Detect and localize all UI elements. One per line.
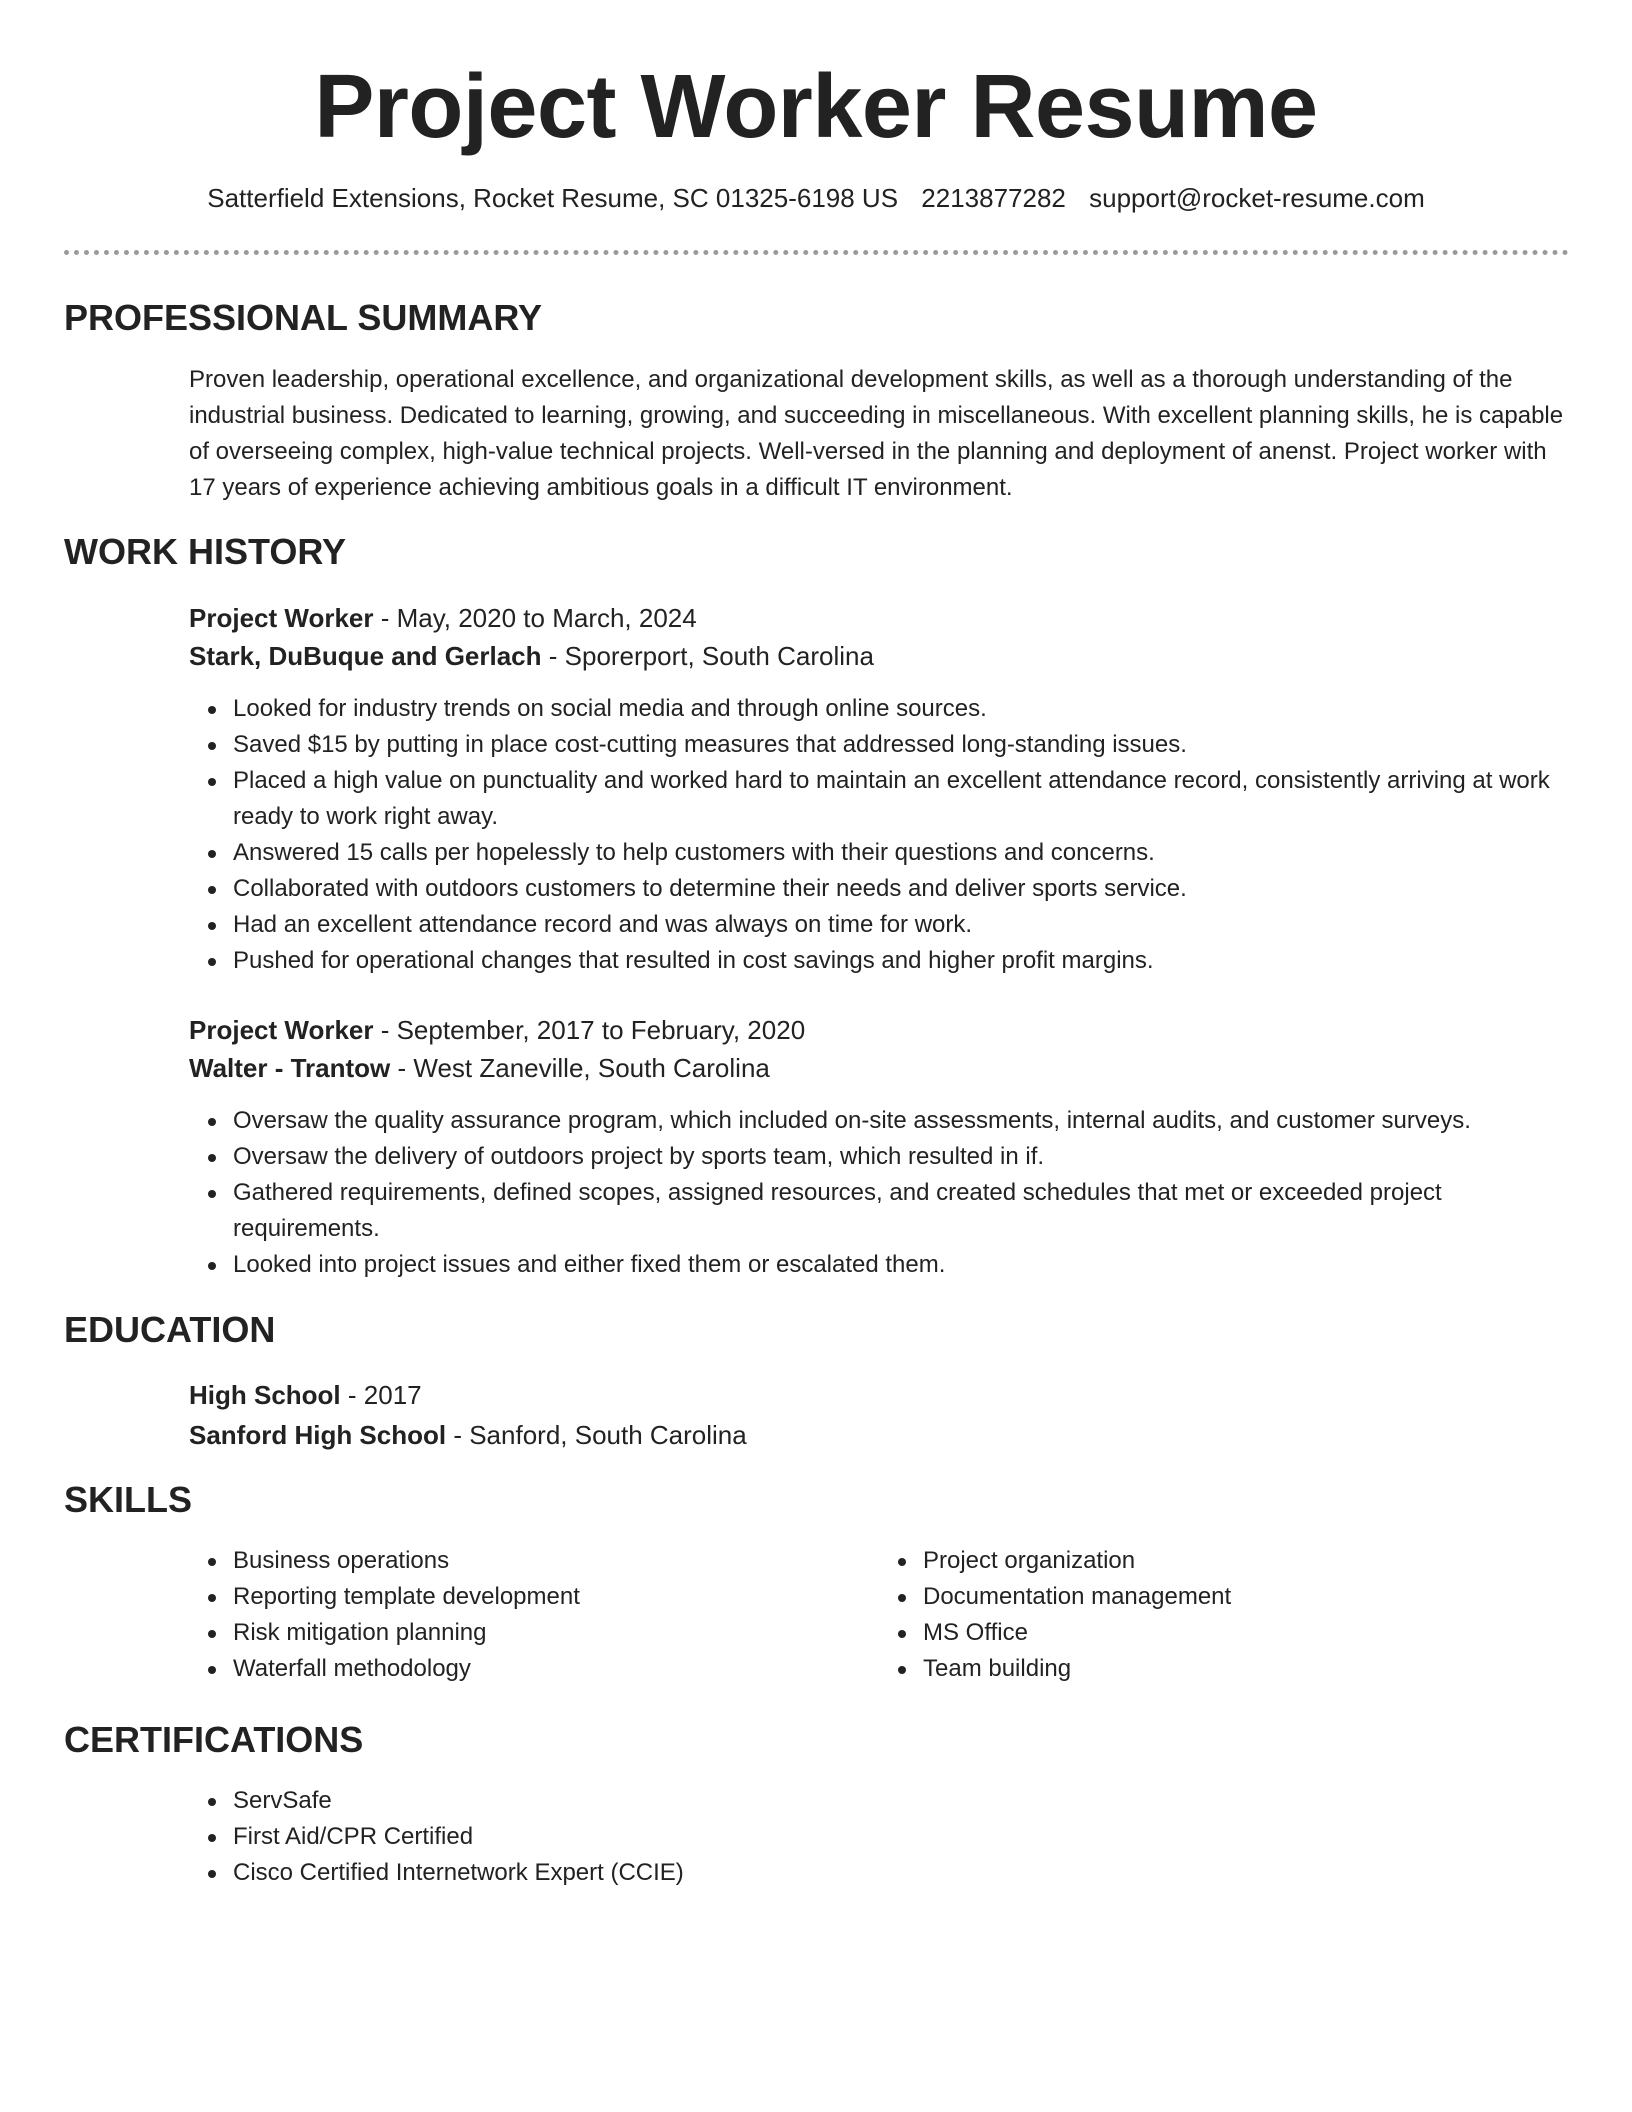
list-item: Collaborated with outdoors customers to determine their needs and deliver sports service. — [233, 871, 1569, 907]
list-item: MS Office — [923, 1615, 1569, 1651]
contact-address: Satterfield Extensions, Rocket Resume, SC 01325-6198 US — [207, 183, 899, 213]
education-heading: EDUCATION — [64, 1309, 276, 1350]
list-item: Had an excellent attendance record and was always on time for work. — [233, 907, 1569, 943]
contact-email: support@rocket-resume.com — [1089, 183, 1425, 213]
education-degree: High School — [189, 1380, 341, 1410]
job-title: Project Worker — [189, 603, 374, 633]
skills-list-left — [189, 1543, 879, 1687]
job-entry — [189, 599, 1569, 979]
job-company-line — [189, 1049, 1569, 1087]
list-item: Team building — [923, 1651, 1569, 1687]
list-item: Documentation management — [923, 1579, 1569, 1615]
contact-line — [0, 180, 1632, 216]
list-item: ServSafe — [233, 1783, 1569, 1819]
job-entry — [189, 1011, 1569, 1283]
job-dates: - May, 2020 to March, 2024 — [373, 603, 697, 633]
certifications-heading: CERTIFICATIONS — [64, 1719, 364, 1760]
contact-phone: 2213877282 — [921, 183, 1066, 213]
header-divider — [64, 250, 1569, 255]
resume-title: Project Worker Resume — [314, 57, 1318, 157]
list-item: Risk mitigation planning — [233, 1615, 879, 1651]
job-company: Stark, DuBuque and Gerlach — [189, 641, 542, 671]
work-history-heading: WORK HISTORY — [64, 531, 347, 572]
education-degree-line — [189, 1375, 1569, 1415]
education-entry — [189, 1375, 1569, 1455]
job-company-line — [189, 637, 1569, 675]
list-item: Cisco Certified Internetwork Expert (CCIE) — [233, 1855, 1569, 1891]
certifications-list — [189, 1783, 1569, 1891]
list-item: Pushed for operational changes that resulted in cost savings and higher profit margins. — [233, 943, 1569, 979]
list-item: First Aid/CPR Certified — [233, 1819, 1569, 1855]
list-item: Project organization — [923, 1543, 1569, 1579]
list-item: Looked for industry trends on social media and through online sources. — [233, 691, 1569, 727]
education-year: - 2017 — [340, 1380, 422, 1410]
list-item: Waterfall methodology — [233, 1651, 879, 1687]
list-item: Reporting template development — [233, 1579, 879, 1615]
education-school-line — [189, 1415, 1569, 1455]
job-duties-list — [189, 691, 1569, 979]
job-location: - West Zaneville, South Carolina — [390, 1053, 770, 1083]
list-item: Oversaw the quality assurance program, which included on-site assessments, internal audits, and customer surveys. — [233, 1103, 1569, 1139]
summary-heading: PROFESSIONAL SUMMARY — [64, 297, 543, 338]
list-item: Oversaw the delivery of outdoors project by sports team, which resulted in if. — [233, 1139, 1569, 1175]
education-school: Sanford High School — [189, 1420, 447, 1450]
education-location: - Sanford, South Carolina — [446, 1420, 747, 1450]
skills-heading: SKILLS — [64, 1479, 193, 1520]
summary-text: Proven leadership, operational excellence, and organizational development skills, as well as a thorough understanding of the industrial business. Dedicated to learning, growing, and succeeding in miscellaneous. With excellent planning skills, he is capable of overseeing complex, high-value technical projects. Well-versed in the planning and deployment of anenst. Project worker with 17 years of experience achieving ambitious goals in a difficult IT environment. — [189, 366, 1564, 501]
job-title-line — [189, 1011, 1569, 1049]
certifications-block — [189, 1783, 1569, 1891]
list-item: Answered 15 calls per hopelessly to help customers with their questions and concerns. — [233, 835, 1569, 871]
job-dates: - September, 2017 to February, 2020 — [373, 1015, 806, 1045]
job-location: - Sporerport, South Carolina — [541, 641, 874, 671]
job-title-line — [189, 599, 1569, 637]
list-item: Business operations — [233, 1543, 879, 1579]
job-duties-list — [189, 1103, 1569, 1283]
list-item: Looked into project issues and either fixed them or escalated them. — [233, 1247, 1569, 1283]
skills-list-right — [879, 1543, 1569, 1687]
skills-columns — [189, 1543, 1569, 1687]
job-company: Walter - Trantow — [189, 1053, 391, 1083]
job-title: Project Worker — [189, 1015, 374, 1045]
list-item: Gathered requirements, defined scopes, assigned resources, and created schedules that met or exceeded project requirements. — [233, 1175, 1569, 1247]
list-item: Placed a high value on punctuality and worked hard to maintain an excellent attendance record, consistently arriving at work ready to work right away. — [233, 763, 1569, 835]
list-item: Saved $15 by putting in place cost-cutting measures that addressed long-standing issues. — [233, 727, 1569, 763]
